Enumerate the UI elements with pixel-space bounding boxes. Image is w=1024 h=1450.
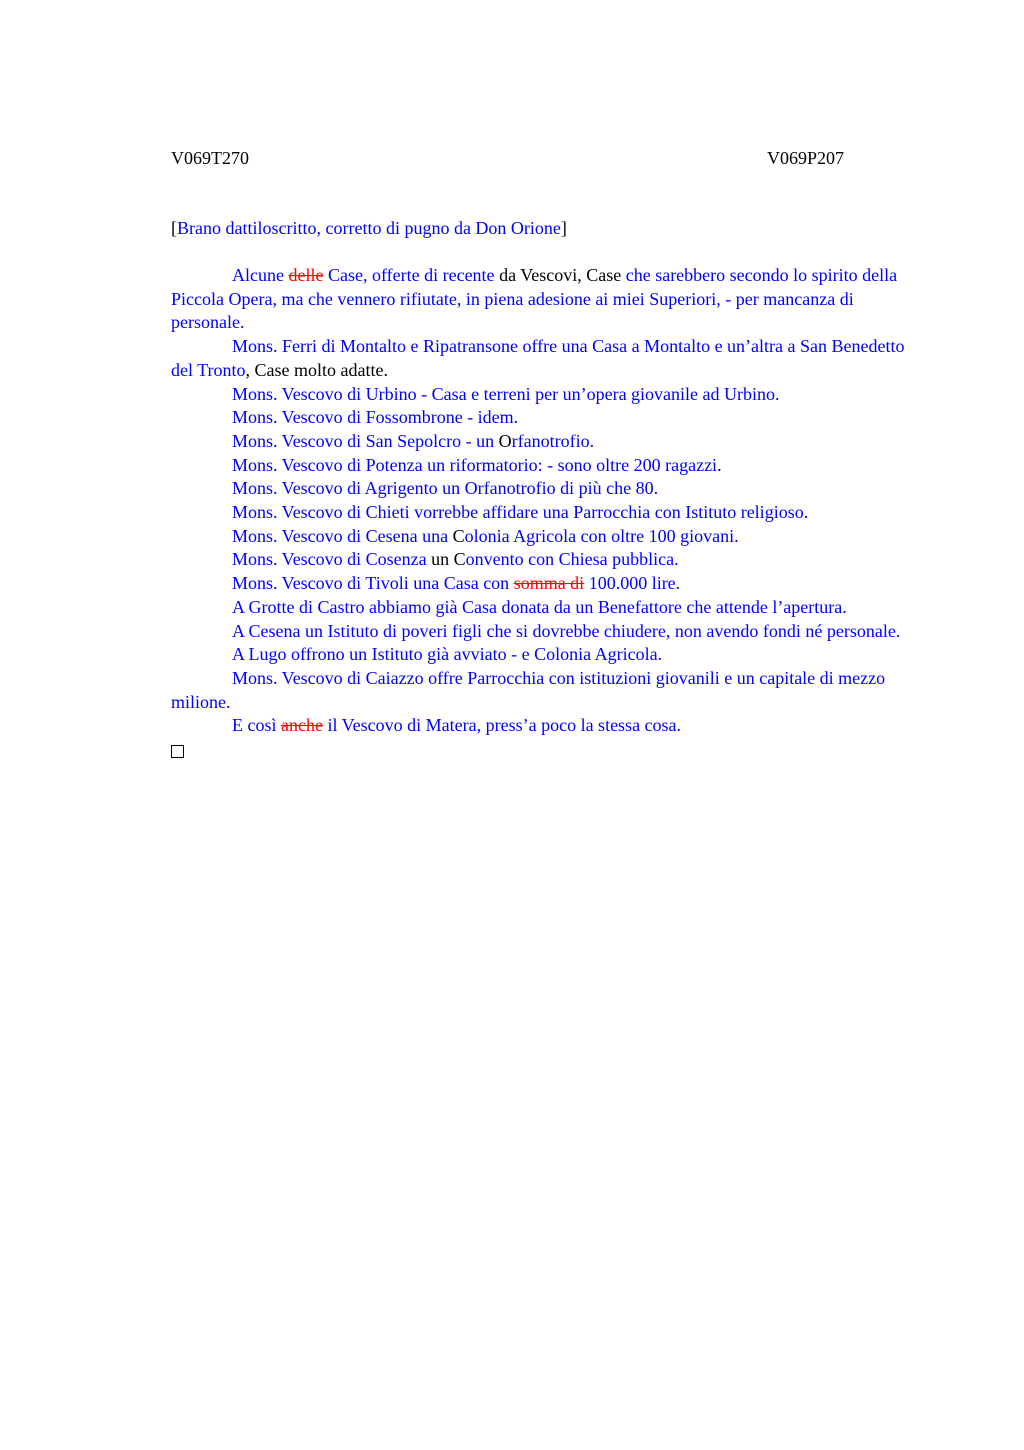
text-span: A Grotte di Castro abbiamo già Casa donata da un Benefattore che attende l’apertura. (232, 596, 847, 617)
deleted-text: delle (288, 265, 324, 285)
text-span: . (717, 454, 722, 475)
text-span: C (452, 525, 465, 546)
text-span: Mons. Vescovo di Fossombrone - idem. (232, 407, 519, 428)
paragraph (171, 454, 927, 478)
paragraph (171, 477, 927, 501)
paragraph (171, 501, 927, 525)
text-span: rfanotrofio. (511, 430, 595, 451)
text-span: A Lugo offrono un Istituto già avviato - e Colonia Agricola. (232, 644, 663, 665)
note-open-bracket: [ (171, 218, 177, 238)
text-span: Mons. Vescovo di Chieti vorrebbe affidare una Parrocchia con Istituto religioso. (232, 502, 809, 523)
paragraph (171, 667, 927, 714)
paragraph (171, 596, 927, 620)
paragraph (171, 335, 927, 382)
deleted-text: somma di (513, 573, 585, 594)
text-span: , Case molto adatte. (245, 359, 388, 380)
text-span: Mons. Vescovo di Cesena una (232, 525, 453, 546)
text-span: Mons. Vescovo di Tivoli una Casa con (232, 573, 514, 594)
paragraph (171, 406, 927, 430)
text-span: 100.000 lire. (584, 573, 681, 594)
note-close-bracket: ] (560, 218, 567, 238)
header-row (171, 146, 844, 170)
text-span: C (453, 549, 466, 570)
header-right-code: V069P207 (766, 148, 844, 168)
text-span: Mons. Vescovo di Agrigento un Orfanotrofio di più che 80. (232, 478, 659, 499)
text-span: da Vescovi, Case (494, 265, 622, 285)
text-span: che sarebbero secondo lo spirito della Piccola Opera, ma che vennero rifiutate, in piena adesione ai miei Superiori, - per mancanza di personale. (171, 265, 898, 333)
text-span: Mons. Vescovo di Caiazzo offre Parrocchia con istituzioni giovanili e un capitale di mezzo milione. (171, 667, 886, 712)
text-span: E così (232, 715, 281, 736)
paragraph (171, 383, 927, 407)
paragraph (171, 264, 927, 335)
text-span: Mons. Vescovo di San Sepolcro - un (232, 430, 499, 451)
paragraph (171, 548, 927, 572)
text-span: Mons. Vescovo di Urbino - Casa e terreni per un’opera giovanile ad Urbino. (232, 383, 780, 404)
text-span: un (426, 549, 454, 570)
paragraph (171, 525, 927, 549)
text-span: il Vescovo di Matera, press’a poco la stessa cosa. (322, 715, 682, 736)
text-span: Mons. Vescovo di Cosenza (232, 549, 427, 570)
text-span: A Cesena un Istituto di poveri figli che si dovrebbe chiudere, non avendo fondi né personale. (232, 620, 901, 641)
deleted-text: anche (281, 715, 323, 736)
editorial-note (171, 216, 927, 240)
text-span: O (498, 430, 512, 451)
paragraph (171, 620, 927, 644)
document-body (171, 264, 927, 763)
text-span: Case, offerte di recente (323, 265, 495, 285)
text-span: Mons. Ferri di Montalto e Ripatransone offre una Casa a Montalto e un’altra a San Benedetto del Tronto (171, 336, 905, 380)
text-span: onvento con Chiesa pubblica. (465, 549, 679, 570)
paragraph (171, 714, 927, 738)
text-span: Mons. Vescovo di Potenza un riformatorio: - sono oltre 200 ragazzi (232, 454, 718, 475)
paragraph (171, 643, 927, 667)
paragraph (171, 572, 927, 596)
paragraph (171, 430, 927, 454)
end-square-mark (171, 745, 184, 758)
text-span: olonia Agricola con oltre 100 giovani. (464, 525, 739, 546)
note-text: Brano dattiloscritto, corretto di pugno da Don Orione (177, 218, 561, 238)
document-page (171, 146, 927, 763)
text-span: Alcune (232, 265, 289, 285)
header-left-code: V069T270 (171, 148, 249, 168)
